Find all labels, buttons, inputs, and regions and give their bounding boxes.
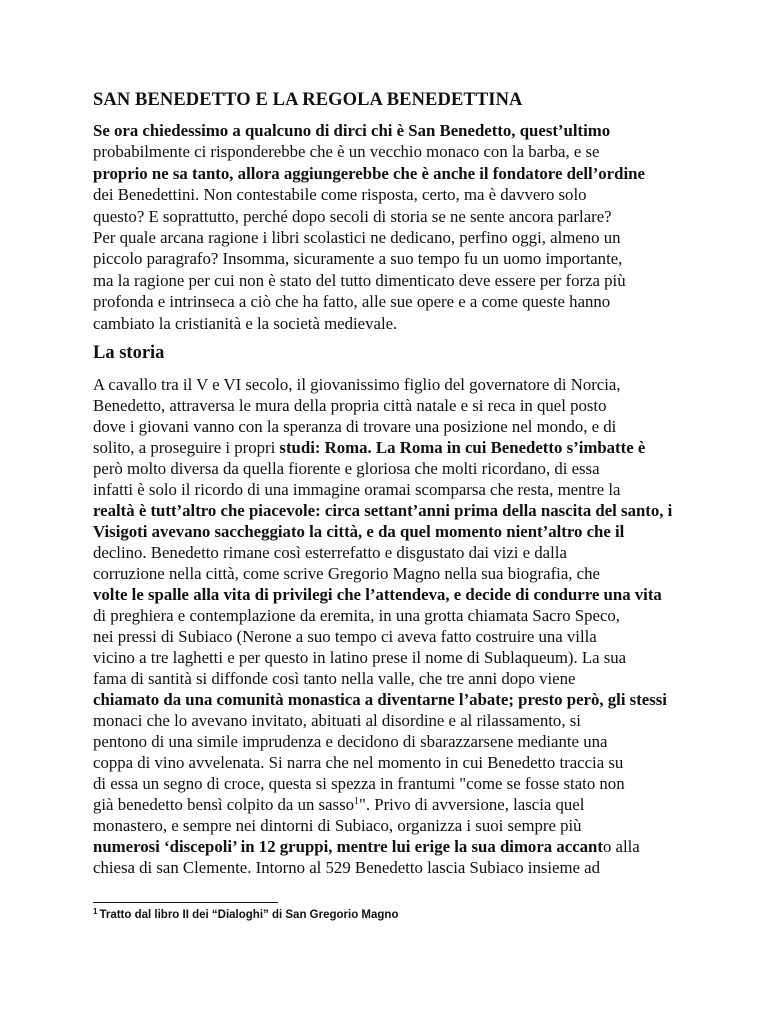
story-paragraph — [93, 374, 672, 878]
intro-line: profonda e intrinseca a ciò che ha fatto, alle sue opere e a come queste hanno — [93, 292, 611, 312]
intro-paragraph — [93, 120, 645, 334]
intro-line: probabilmente ci risponderebbe che è un vecchio monaco con la barba, e se — [93, 142, 600, 162]
intro-line: cambiato la cristianità e la società medievale. — [93, 313, 398, 333]
intro-line: ma la ragione per cui non è stato del tutto dimenticato deve essere per forza più — [93, 270, 626, 290]
section-heading: La storia — [93, 343, 165, 363]
story-line: corruzione nella città, come scrive Gregorio Magno nella sua biografia, che — [93, 564, 600, 583]
story-line: fama di santità si diffonde così tanto nella valle, che tre anni dopo viene — [93, 669, 576, 688]
footnote-marker: 1 — [93, 907, 98, 916]
story-line: di preghiera e contemplazione da eremita, in una grotta chiamata Sacro Speco, — [93, 606, 620, 625]
story-line: volte le spalle alla vita di privilegi che l’attendeva, e decide di condurre una vita — [93, 585, 662, 604]
story-line: chiesa di san Clemente. Intorno al 529 Benedetto lascia Subiaco insieme ad — [93, 858, 601, 877]
story-line: A cavallo tra il V e VI secolo, il giovanissimo figlio del governatore di Norcia, — [93, 375, 621, 394]
line-segment-bold: studi: Roma. La Roma in cui Benedetto s’imbatte è — [279, 438, 646, 457]
story-line — [93, 794, 584, 815]
story-line: di essa un segno di croce, questa si spezza in frantumi "come se fosse stato non — [93, 774, 625, 793]
footnote — [93, 908, 398, 923]
footnote-text: Tratto dal libro II dei “Dialoghi” di San Gregorio Magno — [99, 909, 399, 921]
story-line — [93, 437, 645, 458]
footnote-reference[interactable]: 1 — [354, 796, 359, 807]
story-line: chiamato da una comunità monastica a diventarne l’abate; presto però, gli stessi — [93, 690, 667, 709]
story-line — [93, 836, 640, 857]
intro-line: proprio ne sa tanto, allora aggiungerebbe che è anche il fondatore dell’ordine — [93, 163, 645, 183]
story-line: monastero, e sempre nei dintorni di Subiaco, organizza i suoi sempre più — [93, 816, 582, 835]
line-segment-bold: numerosi ‘discepoli’ in 12 gruppi, mentre lui erige la sua dimora accant — [93, 837, 603, 856]
story-line: Visigoti avevano saccheggiato la città, e da quel momento nient’altro che il — [93, 522, 625, 541]
document-title: SAN BENEDETTO E LA REGOLA BENEDETTINA — [93, 90, 523, 110]
story-line: vicino a tre laghetti e per questo in latino prese il nome di Sublaqueum). La sua — [93, 648, 627, 667]
story-line: nei pressi di Subiaco (Nerone a suo tempo ci aveva fatto costruire una villa — [93, 627, 597, 646]
line-segment: solito, a proseguire i propri — [93, 438, 280, 457]
line-segment: ". Privo di avversione, lascia quel — [359, 795, 585, 814]
line-segment: o alla — [602, 837, 640, 856]
intro-line: dei Benedettini. Non contestabile come risposta, certo, ma è davvero solo — [93, 185, 587, 205]
story-line: pentono di una simile imprudenza e decidono di sbarazzarsene mediante una — [93, 732, 608, 751]
story-line: però molto diversa da quella fiorente e gloriosa che molti ricordano, di essa — [93, 459, 600, 478]
story-line: coppa di vino avvelenata. Si narra che nel momento in cui Benedetto traccia su — [93, 753, 624, 772]
story-line: realtà è tutt’altro che piacevole: circa settant’anni prima della nascita del santo, i — [93, 501, 673, 520]
story-line: infatti è solo il ricordo di una immagine oramai scomparsa che resta, mentre la — [93, 480, 621, 499]
footnote-separator — [93, 902, 278, 903]
intro-line: Se ora chiedessimo a qualcuno di dirci chi è San Benedetto, quest’ultimo — [93, 121, 611, 140]
story-line: dove i giovani vanno con la speranza di trovare una posizione nel mondo, e di — [93, 417, 617, 436]
story-line: declino. Benedetto rimane così esterrefatto e disgustato dai vizi e dalla — [93, 543, 567, 562]
intro-line: questo? E soprattutto, perché dopo secoli di storia se ne sente ancora parlare? — [93, 206, 612, 226]
intro-line: piccolo paragrafo? Insomma, sicuramente a suo tempo fu un uomo importante, — [93, 249, 623, 269]
intro-line: Per quale arcana ragione i libri scolastici ne dedicano, perfino oggi, almeno un — [93, 227, 621, 247]
story-line: monaci che lo avevano invitato, abituati al disordine e al rilassamento, si — [93, 711, 581, 730]
story-line: Benedetto, attraversa le mura della propria città natale e si reca in quel posto — [93, 396, 607, 415]
line-segment: già benedetto bensì colpito da un sasso — [93, 795, 354, 814]
